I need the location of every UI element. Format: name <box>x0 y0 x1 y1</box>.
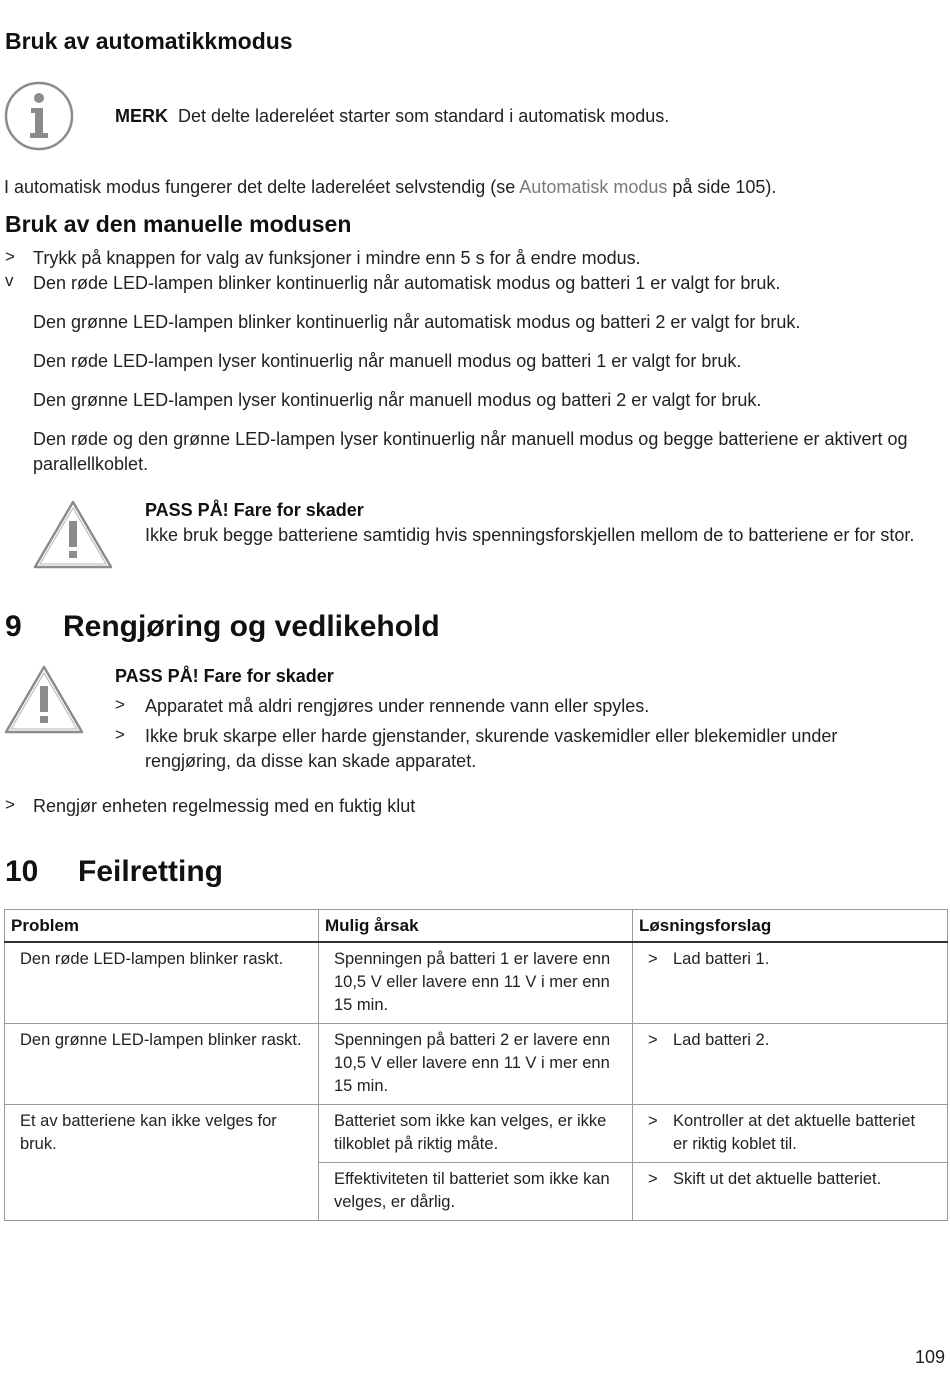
cause-cell: Spenningen på batteri 1 er lavere enn 10,5 V eller lavere enn 11 V i mer enn 15 min. <box>319 942 633 1024</box>
manual-result-1: Den røde LED-lampen blinker kontinuerlig når automatisk modus og batteri 1 er valgt for bruk. <box>33 273 781 293</box>
chapter-title: Feilretting <box>78 855 224 888</box>
caution-text: Ikke bruk begge batteriene samtidig hvis spenningsforskjellen mellom de to batteriene er for stor. <box>145 525 915 545</box>
solution-cell <box>633 1024 948 1105</box>
page-number: 109 <box>914 1347 945 1367</box>
result-marker-icon: v <box>5 271 14 290</box>
solution-cell <box>633 1105 948 1163</box>
cause-cell: Batteriet som ikke kan velges, er ikke tilkoblet på riktig måte. <box>319 1105 633 1163</box>
section-heading-auto: Bruk av automatikkmodus <box>5 28 293 54</box>
solution-text: Lad batteri 1. <box>673 950 770 968</box>
step-marker-icon: > <box>648 950 658 968</box>
cleaning-step: Rengjør enheten regelmessig med en fuktig klut <box>33 796 416 816</box>
caution-title: PASS PÅ! Fare for skader <box>145 500 364 520</box>
step-marker-icon: > <box>648 1112 658 1130</box>
solution-text: Skift ut det aktuelle batteriet. <box>673 1170 882 1188</box>
step-marker-icon: > <box>5 795 15 814</box>
cause-cell: Spenningen på batteri 2 er lavere enn 10,5 V eller lavere enn 11 V i mer enn 15 min. <box>319 1024 633 1105</box>
step-marker-icon: > <box>5 247 15 266</box>
note-text <box>115 104 669 129</box>
solution-cell <box>633 942 948 1024</box>
troubleshooting-table <box>4 909 948 1221</box>
column-header: Problem <box>5 910 319 943</box>
para-text-end: på side 105). <box>667 177 777 197</box>
caution-item-1: Apparatet må aldri rengjøres under rennende vann eller spyles. <box>145 696 650 716</box>
step-marker-icon: > <box>648 1031 658 1049</box>
section-heading-manual: Bruk av den manuelle modusen <box>5 211 352 237</box>
caution-item-2: Ikke bruk skarpe eller harde gjenstander, skurende vaskemidler eller blekemidler under rengjøring, da disse kan skade apparatet. <box>145 726 838 771</box>
table-row <box>5 1024 948 1105</box>
warning-triangle-icon <box>3 664 85 741</box>
manual-result-2: Den grønne LED-lampen blinker kontinuerlig når automatisk modus og batteri 2 er valgt for bruk. <box>33 312 801 332</box>
problem-cell: Den grønne LED-lampen blinker raskt. <box>5 1024 319 1105</box>
note-body: Det delte ladereléet starter som standard i automatisk modus. <box>178 106 670 126</box>
auto-mode-paragraph <box>4 175 934 200</box>
manual-step-1: Trykk på knappen for valg av funksjoner i mindre enn 5 s for å endre modus. <box>33 248 641 268</box>
manual-result-4: Den grønne LED-lampen lyser kontinuerlig når manuell modus og batteri 2 er valgt for bruk. <box>33 390 762 410</box>
solution-cell <box>633 1163 948 1221</box>
chapter-title: Rengjøring og vedlikehold <box>63 610 440 643</box>
troubleshooting-table-wrap <box>4 909 948 1221</box>
column-header: Løsningsforslag <box>633 910 948 943</box>
step-marker-icon: > <box>648 1170 658 1188</box>
manual-result-5: Den røde og den grønne LED-lampen lyser kontinuerlig når manuell modus og begge batteriene er aktivert og parallellkoblet. <box>33 429 908 474</box>
table-header-row <box>5 910 948 943</box>
chapter-number: 9 <box>5 610 22 643</box>
column-header: Mulig årsak <box>319 910 633 943</box>
manual-result-3: Den røde LED-lampen lyser kontinuerlig når manuell modus og batteri 1 er valgt for bruk. <box>33 351 742 371</box>
caution-title: PASS PÅ! Fare for skader <box>115 666 334 686</box>
step-marker-icon: > <box>115 695 125 714</box>
para-text: I automatisk modus fungerer det delte ladereléet selvstendig (se <box>4 177 520 197</box>
chapter-heading-9 <box>5 610 440 644</box>
solution-text: Lad batteri 2. <box>673 1031 770 1049</box>
step-marker-icon: > <box>115 725 125 744</box>
solution-text: Kontroller at det aktuelle batteriet er riktig koblet til. <box>673 1112 916 1153</box>
chapter-number: 10 <box>5 855 39 888</box>
note-label: MERK <box>115 106 168 126</box>
cause-cell: Effektiviteten til batteriet som ikke kan velges, er dårlig. <box>319 1163 633 1221</box>
table-row <box>5 942 948 1024</box>
info-icon <box>4 81 74 156</box>
warning-triangle-icon <box>32 499 114 576</box>
chapter-heading-10 <box>5 855 223 889</box>
problem-cell: Et av batteriene kan ikke velges for bruk. <box>5 1105 319 1221</box>
problem-cell: Den røde LED-lampen blinker raskt. <box>5 942 319 1024</box>
table-row <box>5 1105 948 1163</box>
cross-reference-link[interactable]: Automatisk modus <box>519 177 668 197</box>
